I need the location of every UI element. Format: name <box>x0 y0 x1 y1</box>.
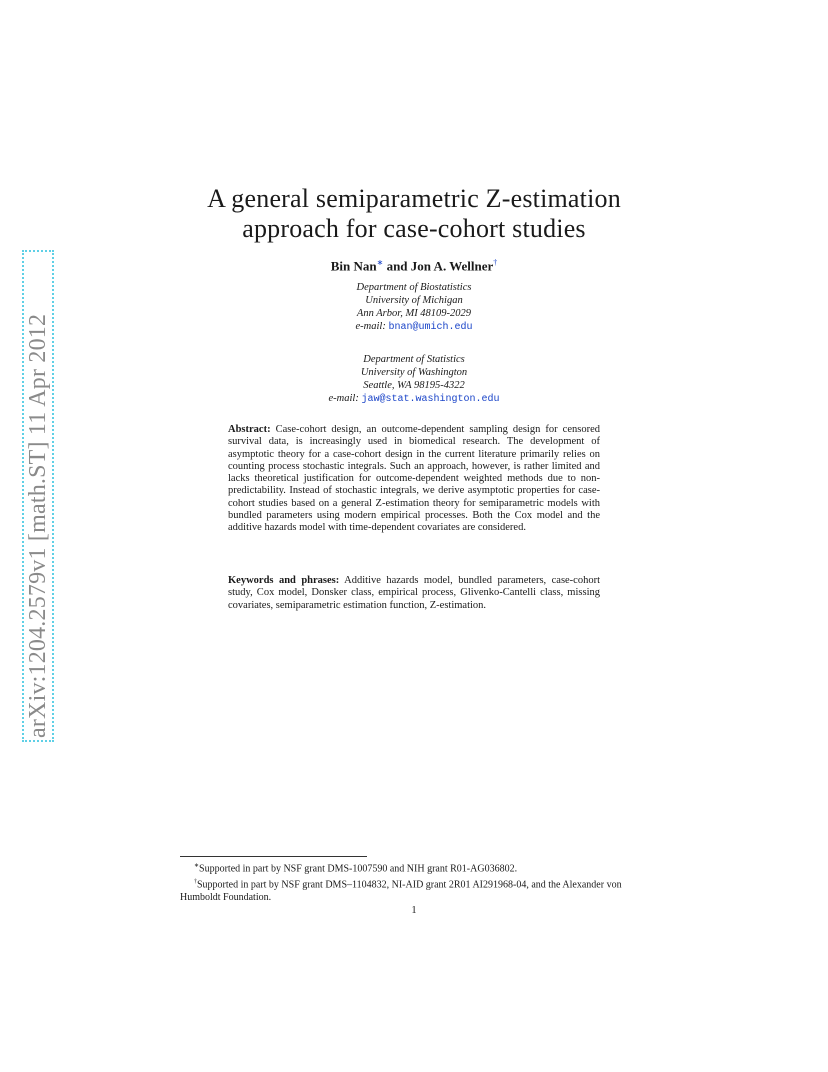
abstract-text: Case-cohort design, an outcome-dependent sampling design for censored survival data, is increasingly used in biomedical research. The development of asymptotic theory for a case-cohort design in the current literature primarily relies on counting process stochastic integrals. Such an approach, however, is rather limited and lacks theoretical justification for outcome-dependent weighted methods due to non-predictability. Instead of stochastic integrals, we derive asymptotic properties for case-cohort studies based on a general Z-estimation theory for semiparametric models with bundled parameters using modern empirical processes. Both the Cox model and the additive hazards model with time-dependent covariates are considered. <box>228 424 601 534</box>
author-list <box>214 258 614 274</box>
affiliation-block <box>214 281 614 334</box>
footnote-text: Supported in part by NSF grant DMS-1007590 and NIH grant R01-AG036802. <box>199 863 518 875</box>
affiliation-university: University of Michigan <box>365 295 463 306</box>
abstract <box>228 424 600 535</box>
affiliation-email-line <box>214 320 614 334</box>
footnote-mark: † <box>194 878 197 885</box>
title-line-1: A general semiparametric Z-estimation <box>207 184 621 213</box>
footnote-mark: ∗ <box>194 863 200 869</box>
author-name: Jon A. Wellner <box>410 258 494 274</box>
footnote-divider <box>180 856 367 857</box>
email-label: e-mail: <box>328 393 359 404</box>
email-label: e-mail: <box>355 321 386 332</box>
affiliation-address: Ann Arbor, MI 48109-2029 <box>356 308 472 319</box>
affiliation-university: University of Washington <box>360 367 468 378</box>
footnote <box>180 860 650 876</box>
affiliation-address: Seattle, WA 98195-4322 <box>363 380 465 391</box>
keywords-text: Additive hazards model, bundled parameters, case-cohort study, Cox model, Donsker class, empirical process, Glivenko-Cantelli class, missing covariates, semiparametric estimation function, Z-estimation. <box>228 575 601 611</box>
keywords <box>228 575 600 612</box>
affiliation-department: Department of Biostatistics <box>356 282 472 293</box>
affiliation-email-line <box>214 392 614 406</box>
footnotes <box>180 860 650 904</box>
author-name: Bin Nan <box>330 258 377 274</box>
footnote <box>180 876 650 904</box>
footnote-mark-link[interactable]: ∗ <box>376 258 384 267</box>
author-conjunction: and <box>386 258 408 274</box>
keywords-label: Keywords and phrases: <box>228 575 340 586</box>
email-link[interactable]: jaw@stat.washington.edu <box>361 394 500 405</box>
page-number: 1 <box>411 905 417 916</box>
footnote-mark-link[interactable]: † <box>493 258 498 267</box>
arxiv-stamp: arXiv:1204.2579v1 [math.ST] 11 Apr 2012 <box>25 313 51 738</box>
paper-title <box>140 184 688 244</box>
title-line-2: approach for case-cohort studies <box>242 214 586 243</box>
email-link[interactable]: bnan@umich.edu <box>388 322 473 333</box>
footnote-text: Supported in part by NSF grant DMS–1104832, NI-AID grant 2R01 AI291968-04, and the Alexander von Humboldt Foundation. <box>180 879 622 903</box>
affiliation-block <box>214 353 614 406</box>
affiliation-department: Department of Statistics <box>363 354 465 365</box>
abstract-label: Abstract: <box>228 424 271 435</box>
